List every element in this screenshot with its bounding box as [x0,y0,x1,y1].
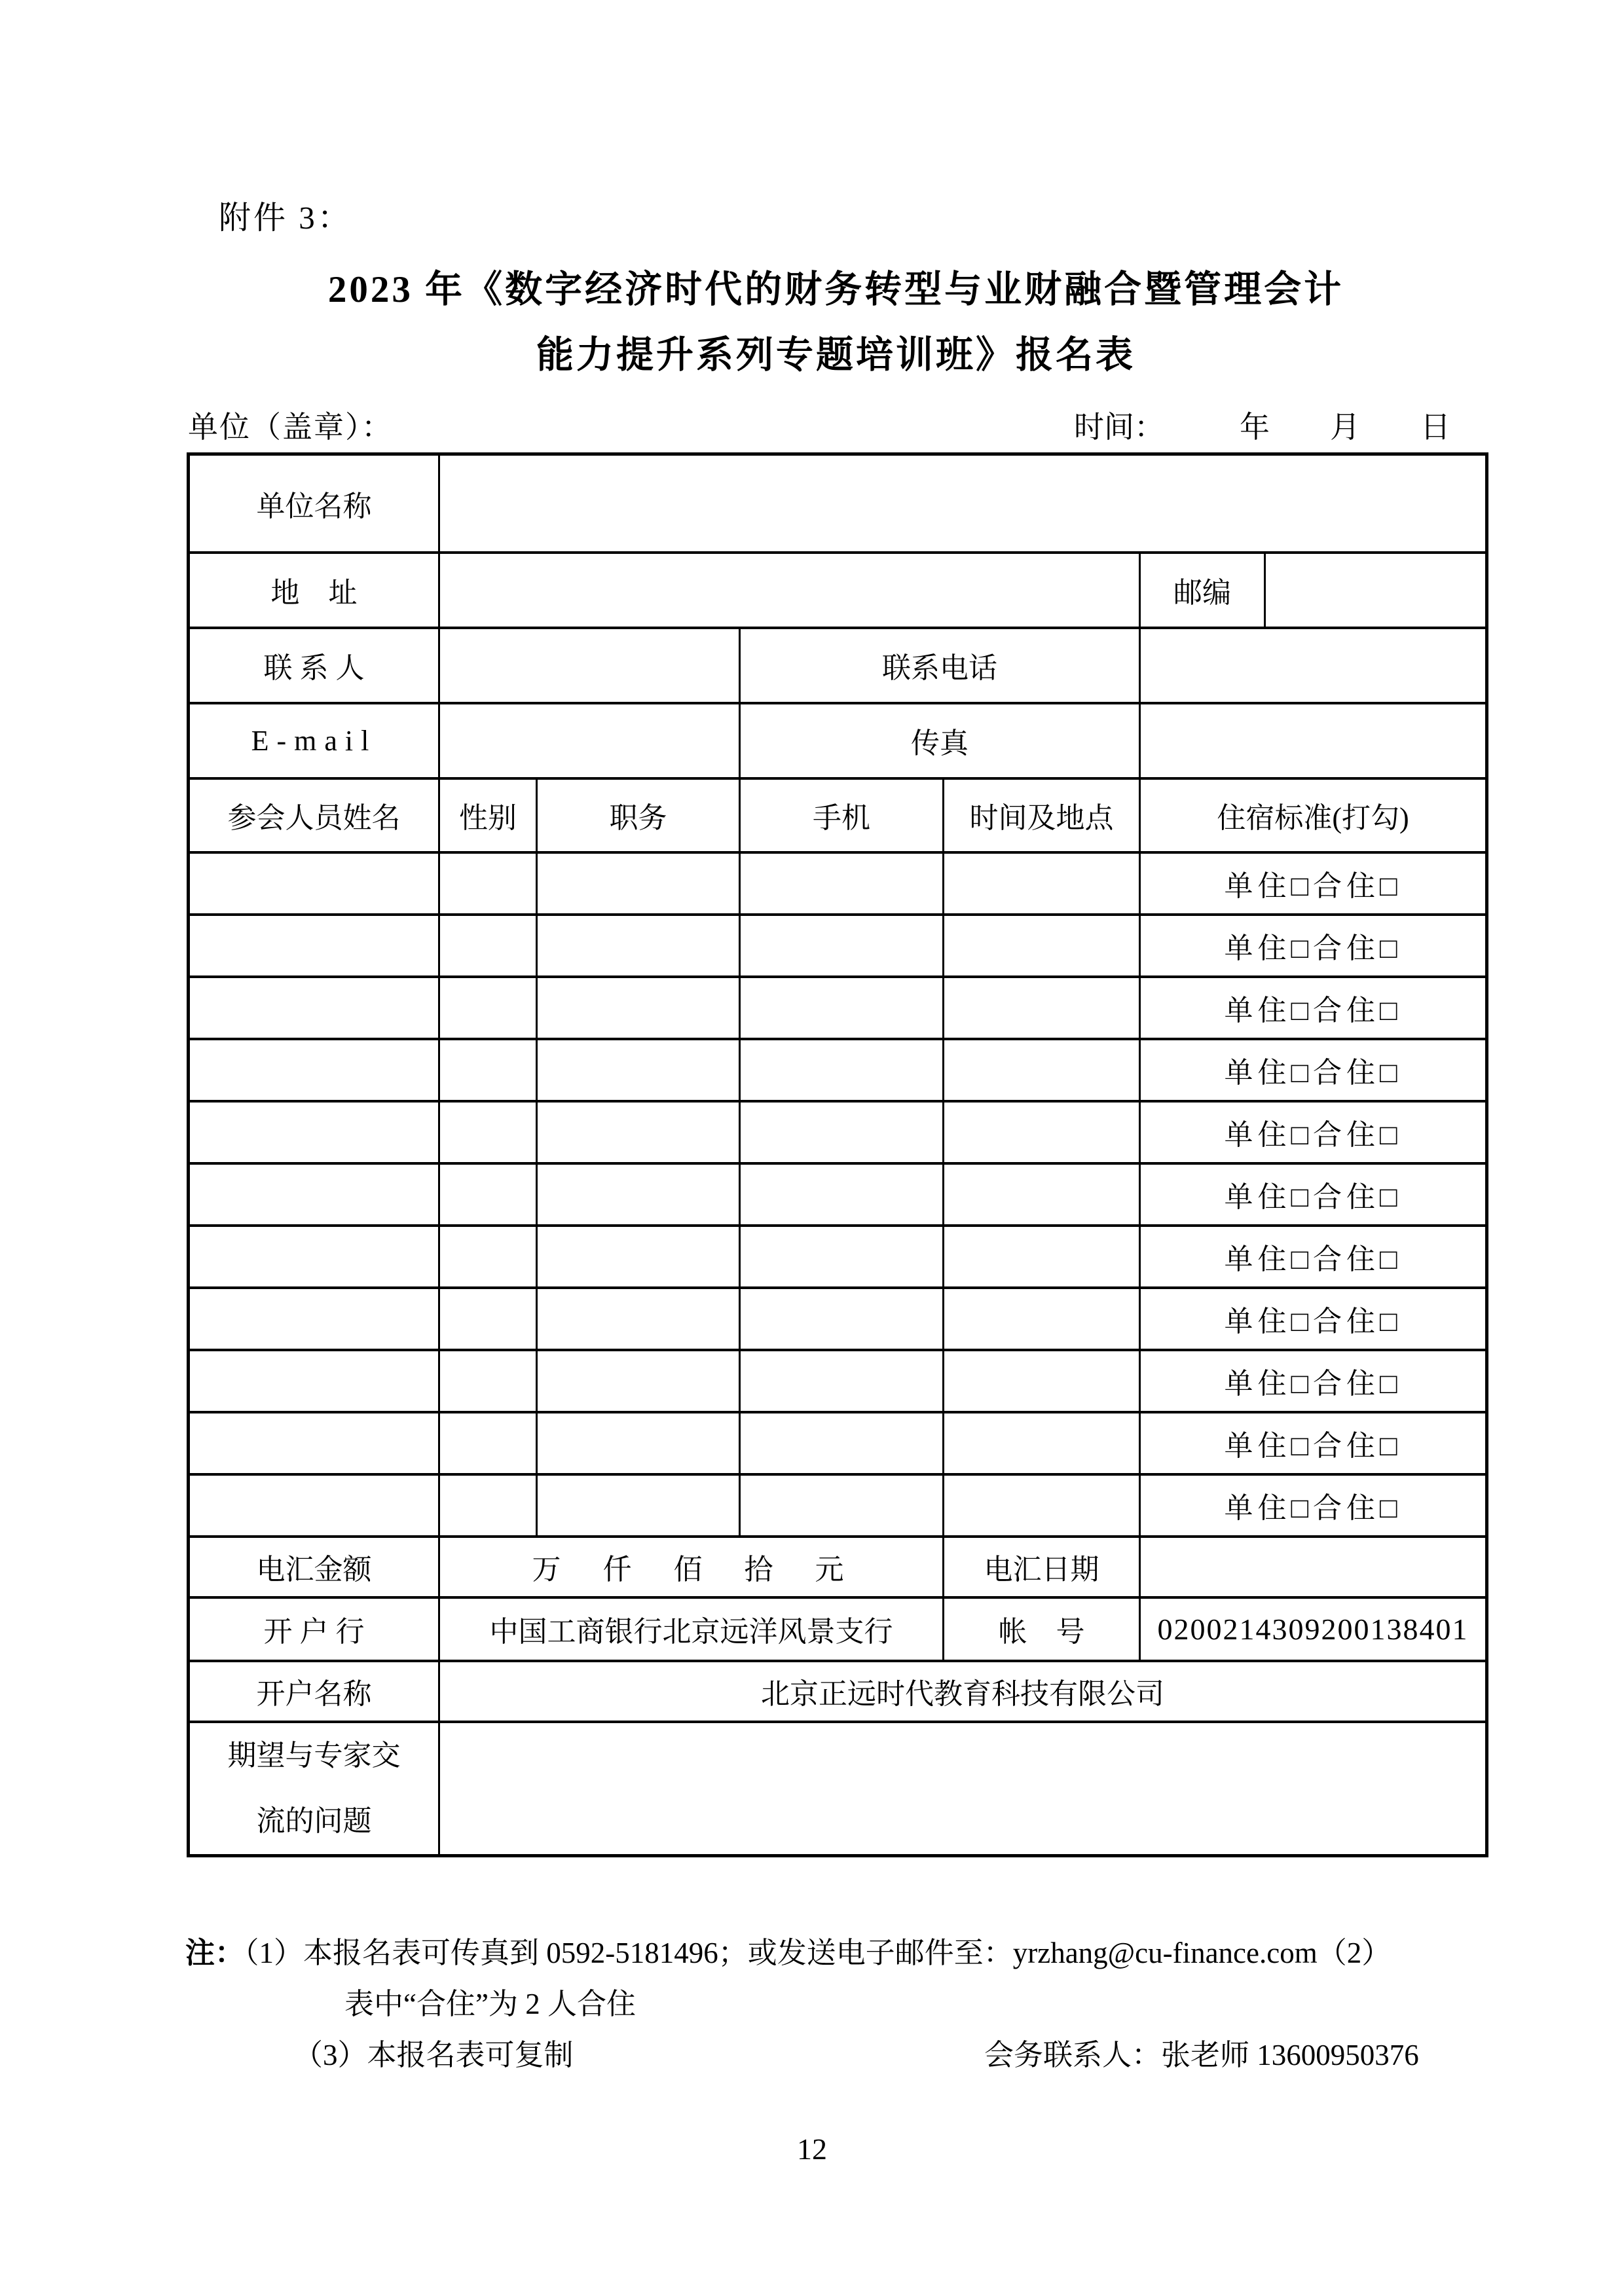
attendee-time-place-cell [944,915,1140,977]
contact-label: 联 系 人 [189,628,439,703]
postcode-value-cell [1265,553,1487,628]
note-prefix: 注： [185,1937,245,1969]
attendee-time-place-cell [944,1163,1140,1226]
attendee-mobile-cell [740,977,944,1039]
attendee-name-cell [189,977,439,1039]
wire-date-value-cell [1140,1537,1487,1597]
wire-date-label: 电汇日期 [944,1537,1140,1597]
attendee-name-cell [189,1163,439,1226]
header-gender: 性别 [439,778,537,852]
attendee-gender-cell [439,977,537,1039]
attendee-position-cell [537,1226,740,1288]
expect-label [189,1722,439,1856]
form-title-line2: 能力提升系列专题培训班》报名表 [536,335,1135,376]
attendee-row-7 [189,1226,1487,1288]
attendee-row-1 [189,852,1487,915]
attendee-mobile-cell [740,852,944,915]
header-lodging: 住宿标准(打勾) [1140,778,1487,852]
lodging-option: 单住□合住□ [1140,1101,1487,1163]
attendee-position-cell [537,1288,740,1350]
lodging-option: 单住□合住□ [1140,1350,1487,1412]
note-line2: 表中“合住”为 2 人合住 [344,1988,636,2020]
attendee-time-place-cell [944,1039,1140,1101]
header-position: 职务 [537,778,740,852]
attendee-gender-cell [439,1163,537,1226]
attendee-position-cell [537,915,740,977]
attendee-mobile-cell [740,915,944,977]
attendee-time-place-cell [944,1350,1140,1412]
phone-label: 联系电话 [740,628,1140,703]
attendee-gender-cell [439,1350,537,1412]
lodging-option: 单住□合住□ [1140,1474,1487,1537]
note-line1 [185,1929,1391,1971]
attendee-gender-cell [439,1412,537,1474]
attendee-position-cell [537,1101,740,1163]
note-line3-left: （3）本报名表可复制 [293,2039,574,2071]
attendee-mobile-cell [740,1101,944,1163]
row-account-name [189,1661,1487,1722]
note-line3-contact: 会务联系人：张老师 13600950376 [984,2039,1419,2071]
attendee-row-11 [189,1474,1487,1537]
attendee-time-place-cell [944,1101,1140,1163]
attendee-mobile-cell [740,1412,944,1474]
lodging-option: 单住□合住□ [1140,1163,1487,1226]
attendee-gender-cell [439,852,537,915]
wire-amount-units: 万 仟 佰 拾 元 [439,1537,944,1597]
attendee-time-place-cell [944,977,1140,1039]
header-mobile: 手机 [740,778,944,852]
account-number: 0200214309200138401 [1140,1597,1487,1661]
fax-value-cell [1140,703,1487,778]
lodging-option: 单住□合住□ [1140,977,1487,1039]
attendee-name-cell [189,915,439,977]
account-name: 北京正远时代教育科技有限公司 [439,1661,1487,1722]
attendee-gender-cell [439,1226,537,1288]
attendee-name-cell [189,1226,439,1288]
expect-label-line2: 流的问题 [256,1804,372,1837]
postcode-label: 邮编 [1140,553,1265,628]
bank-label: 开 户 行 [189,1597,439,1661]
address-value-cell [439,553,1140,628]
attendee-position-cell [537,977,740,1039]
row-unit-name [189,454,1487,553]
attendee-time-place-cell [944,1288,1140,1350]
email-label: E-mail [189,703,439,778]
attendee-gender-cell [439,1039,537,1101]
attendee-row-10 [189,1412,1487,1474]
address-label: 地 址 [189,553,439,628]
attendee-position-cell [537,852,740,915]
attendee-row-6 [189,1163,1487,1226]
row-address [189,553,1487,628]
account-name-label: 开户名称 [189,1661,439,1722]
unit-name-label: 单位名称 [189,454,439,553]
form-title-line1: 2023 年《数字经济时代的财务转型与业财融合暨管理会计 [327,269,1344,310]
row-wire-amount [189,1537,1487,1597]
attendee-time-place-cell [944,1226,1140,1288]
attendee-row-2 [189,915,1487,977]
attendee-mobile-cell [740,1474,944,1537]
row-expect-questions [189,1722,1487,1856]
bank-name: 中国工商银行北京远洋风景支行 [439,1597,944,1661]
attendee-name-cell [189,1412,439,1474]
header-attendee-name: 参会人员姓名 [189,778,439,852]
attachment-label: 附件 3： [219,200,352,236]
attendee-row-4 [189,1039,1487,1101]
attendee-row-9 [189,1350,1487,1412]
attendee-mobile-cell [740,1226,944,1288]
wire-amount-label: 电汇金额 [189,1537,439,1597]
attendee-name-cell [189,852,439,915]
unit-name-value-cell [439,454,1487,553]
attendee-name-cell [189,1350,439,1412]
registration-form-table [187,452,1488,1857]
expect-value-cell [439,1722,1487,1856]
attendee-mobile-cell [740,1163,944,1226]
attendee-gender-cell [439,1288,537,1350]
row-contact [189,628,1487,703]
attendee-mobile-cell [740,1350,944,1412]
lodging-option: 单住□合住□ [1140,1412,1487,1474]
expect-label-line1: 期望与专家交 [227,1739,401,1772]
attendee-gender-cell [439,915,537,977]
attendee-position-cell [537,1350,740,1412]
account-label: 帐 号 [944,1597,1140,1661]
attendee-name-cell [189,1288,439,1350]
attendee-position-cell [537,1412,740,1474]
fax-label: 传真 [740,703,1140,778]
attendee-mobile-cell [740,1039,944,1101]
row-email [189,703,1487,778]
note-line1-text: （1）本报名表可传真到 0592-5181496；或发送电子邮件至：yrzhang@cu-finance.com（2） [244,1937,1392,1969]
lodging-option: 单住□合住□ [1140,1226,1487,1288]
lodging-option: 单住□合住□ [1140,852,1487,915]
attendee-mobile-cell [740,1288,944,1350]
row-attendee-header [189,778,1487,852]
attendee-position-cell [537,1474,740,1537]
attendee-time-place-cell [944,1412,1140,1474]
lodging-option: 单住□合住□ [1140,1288,1487,1350]
attendee-row-8 [189,1288,1487,1350]
attendee-name-cell [189,1474,439,1537]
attendee-row-5 [189,1101,1487,1163]
attendee-time-place-cell [944,852,1140,915]
attendee-name-cell [189,1039,439,1101]
attendee-gender-cell [439,1101,537,1163]
attendee-row-3 [189,977,1487,1039]
unit-seal-label: 单位（盖章）： [188,410,393,444]
lodging-option: 单住□合住□ [1140,915,1487,977]
attendee-name-cell [189,1101,439,1163]
header-time-place: 时间及地点 [944,778,1140,852]
row-bank [189,1597,1487,1661]
page-number: 12 [797,2132,827,2166]
attendee-position-cell [537,1039,740,1101]
lodging-option: 单住□合住□ [1140,1039,1487,1101]
attendee-gender-cell [439,1474,537,1537]
attendee-position-cell [537,1163,740,1226]
email-value-cell [439,703,740,778]
date-blank-line: 时间： 年 月 日 [1074,410,1450,444]
contact-value-cell [439,628,740,703]
attendee-time-place-cell [944,1474,1140,1537]
phone-value-cell [1140,628,1487,703]
